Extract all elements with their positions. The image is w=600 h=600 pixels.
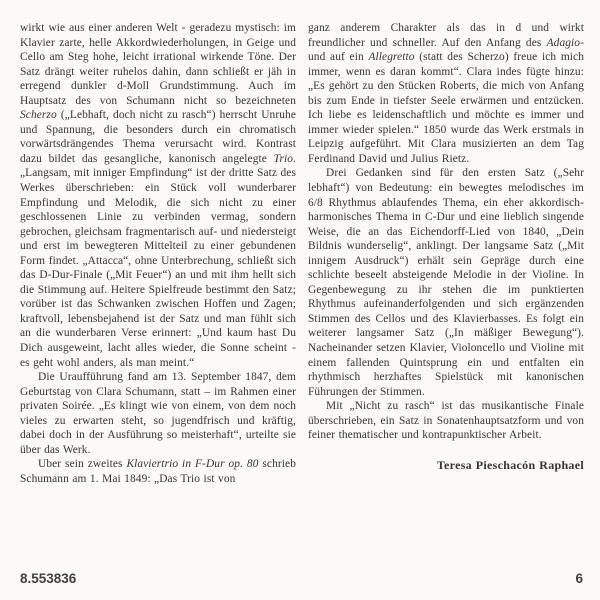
text-columns — [20, 21, 584, 487]
text-run: schrieb Schumann am 1. Mai 1849: „Das Trio ist von — [20, 458, 296, 485]
paragraph — [20, 370, 296, 457]
italic-text-run: Scherzo — [20, 109, 57, 122]
page-footer — [20, 571, 583, 586]
text-run: Mit „Nicht zu rasch“ ist das musikantische Finale überschrieben, ein Satz in Sonatenhauptsatzform und von feiner thematischer und kontrapunktischer Arbeit. — [308, 400, 584, 442]
catalog-number: 8.553836 — [20, 571, 77, 586]
text-column-left — [20, 21, 296, 487]
paragraph — [308, 399, 584, 443]
text-run: Die Uraufführung fand am 13. September 1847, dem Geburtstag von Clara Schumann, statt – im Rahmen einer privaten Soirée. „Es klingt wie von einem, von dem noch vieles zu erwarten steht, so jugendfrisch und kräftig, dabei doch in der Ausführung so meisterhaft“, urteilte sie über das Werk. — [20, 371, 296, 456]
author-signature: Teresa Pieschacón Raphael — [436, 457, 584, 472]
italic-text-run: Trio — [273, 152, 294, 165]
text-run: Uber sein zweites — [38, 458, 127, 471]
text-run: und auf ein — [308, 51, 369, 64]
paragraph — [308, 166, 584, 399]
paragraph — [20, 21, 296, 370]
text-column-right — [308, 21, 584, 487]
text-run: wirkt wie aus einer anderen Welt - geradezu mystisch: im Klavier zarte, helle Akkordwiederholungen, in Geige und Cello am Steg hohe, leicht irrational wirkende Töne. Der Satz drängt weiter ruhelos dahin, dann schließt er jäh in erregend dunkler d-Moll Grundstimmung. Auch im Hauptsatz des von Schumann nicht so bezeichneten — [20, 22, 296, 107]
text-run: ganz anderem Charakter als das in d und wirkt freundlicher und schneller. Auf den Anfang des — [308, 22, 584, 49]
text-run: (statt des Scherzo) freue ich mich immer, wenn es daran kommt“. Clara indes fügte hinzu: „Es gehört zu den Stücken Roberts, die mich von Anfang bis zum Ende in tiefster Seele erwärmen und entzücken. Ich liebe es leidenschaftlich und möchte es immer und immer wieder spielen.“ 1850 wurde das Werk erstmals in Leipzig aufgeführt. Mit Clara musizierten an dem Tag Ferdinand David und Julius Rietz. — [308, 51, 585, 165]
text-run: Drei Gedanken sind für den ersten Satz („Sehr lebhaft“) von Bedeutung: ein bewegtes melodisches im 6/8 Rhythmus ablaufendes Thema, ein eher akkordisch-harmonisches Thema in C-Dur und eine lieblich singende Weise, die an das Eichendorff-Lied von 1840, „Dein Bildnis wunderselig“, anklingt. Der langsame Satz („Mit innigem Ausdruck“) erhält sein Gepräge durch eine schlichte beseelt absteigende Melodie in der Violine. In Gegenbewegung zu ihr stehen die im punktierten Rhythmus aufeinanderfolgenden und sich ergänzenden Stimmen des Cellos und des Klavierbasses. Es folgt ein weiterer langsamer Satz („In mäßiger Bewegung“). Nacheinander setzen Klavier, Violoncello und Violine mit einem fallenden Quintsprung ein und entfalten ein rhythmisch herzhaftes Spielstück mit kanonischen Führungen der Stimmen. — [308, 167, 584, 398]
italic-text-run: Klaviertrio in F-Dur op. 80 — [126, 458, 259, 471]
text-run: . „Langsam, mit inniger Empfindung“ ist der dritte Satz des Werkes überschrieben: ein Stück voll wunderbarer Empfindung und Melodik, die sich nicht zu einer geschlossenen Linie zu verbinden vermag, sondern gebrochen, gleichsam fragmentarisch auf- und niedersteigt und erst im bewegteren Mittelteil zu einer gebundenen Form findet. „Attacca“, ohne Unterbrechung, schließt sich das D-Dur-Finale („Mit Feuer“) an und mit ihm hellt sich die Stimmung auf. Heitere Spielfreude bestimmt den Satz; vorüber ist das Schwanken zwischen Hoffen und Zagen; kraftvoll, lebensbejahend ist der Satz und man fühlt sich an die wunderbaren Verse erinnert: „Und kaum hast Du Dich ausgeweint, lacht alles wieder, die Sonne scheint - es geht wohl anders, als man meint.“ — [20, 152, 296, 369]
italic-text-run: Allegretto — [368, 51, 415, 64]
page-number: 6 — [575, 571, 583, 586]
paragraph — [308, 21, 584, 166]
italic-text-run: Adagio- — [546, 36, 584, 49]
paragraph — [20, 457, 296, 486]
text-run: („Lebhaft, doch nicht zu rasch“) herrscht Unruhe und Spannung, die besonders durch ein chromatisch vorwärtsdrängendes Thema verursacht wird. Kontrast dazu bildet das gesangliche, kanonisch angelegte — [20, 109, 296, 165]
